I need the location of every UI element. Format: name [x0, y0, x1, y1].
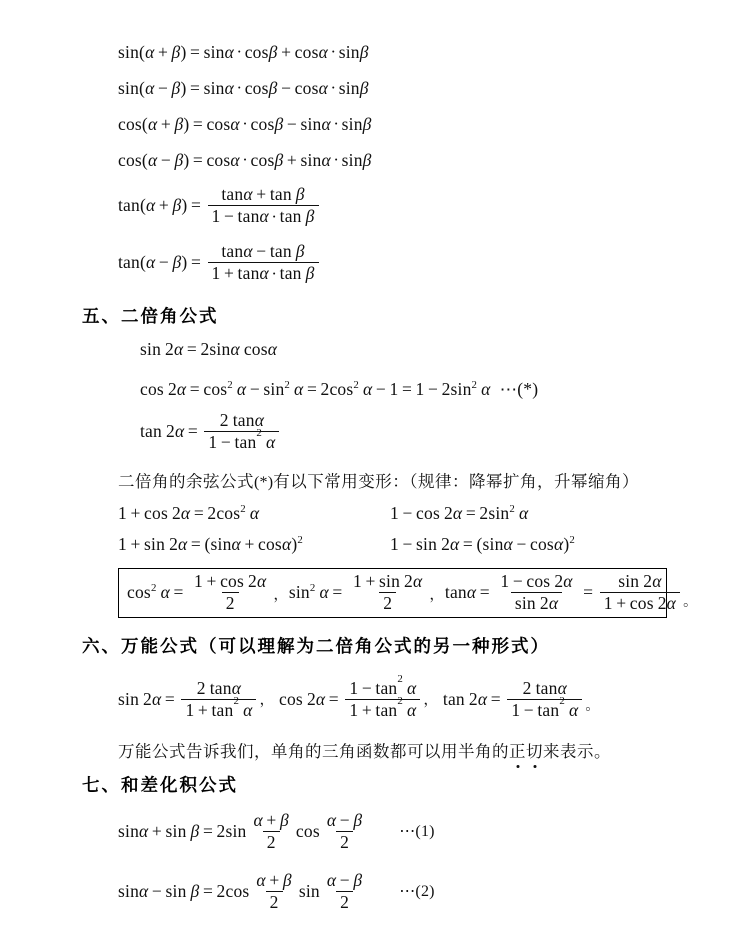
fraction-cos-squared: [190, 572, 270, 612]
fraction-denominator: $1 + \tan^2 \alpha$: [345, 699, 420, 719]
boxed-terminator: 。: [683, 595, 698, 610]
fraction-numerator: 2 tanα: [196, 678, 242, 699]
fraction-half-diff-2: [323, 871, 366, 911]
note-star: (*): [254, 474, 274, 491]
fraction-universal-sin: [181, 679, 256, 719]
fraction-numerator: 1 + cos 2α: [194, 571, 267, 592]
fraction-numerator: tanα + tan β: [221, 184, 305, 205]
fraction-denominator: 1 − tanα · tan β: [208, 205, 319, 225]
op-rhs: −: [286, 114, 297, 134]
fraction-numerator: sin 2α: [618, 571, 662, 592]
fraction-numerator: α + β: [253, 810, 289, 831]
section-six-paren: （可以理解为二倍角公式的另一种形式）: [199, 637, 550, 657]
fraction-denominator: 1 + cos 2α: [600, 592, 680, 612]
fraction-numerator: tanα − tan β: [221, 241, 305, 262]
variant-1-minus-sin: 1 − sin 2 α = (sin α − cos α ) 2: [390, 533, 575, 554]
double-angle-note: [118, 468, 639, 492]
boxed-separator-1: ，: [273, 586, 289, 603]
formula-tan-diff: tan( α − β ) = $\frac{\text{tanα − tan β}}{\text{1 + tanα · tan β}}$: [118, 243, 322, 283]
boxed-tan: tan α = $\frac{1 - \cos 2\alpha}{\sin 2\alpha}$ = $\frac{\sin 2\alpha}{1 + \cos 2\alpha}$: [445, 573, 683, 613]
boxed-sin-squared: sin 2 α = $\frac{1 + \sin 2\alpha}{2}$: [289, 573, 430, 613]
fraction-numerator: 2 tanα: [219, 410, 265, 431]
fraction-denominator: 2: [336, 831, 353, 851]
section-six-title: 万能公式: [121, 637, 199, 657]
fraction-tan-sum: [208, 185, 319, 225]
formula-tag-1: ⋯(1): [399, 823, 435, 841]
note-lead: 二倍角的余弦公式: [118, 472, 254, 491]
boxed-separator-2: ，: [429, 586, 445, 603]
fraction-numerator: α + β: [256, 870, 292, 891]
universal-separator-1: ，: [259, 691, 275, 708]
fraction-tan-2: [600, 572, 680, 612]
fraction-denominator: $1 + \tan^2 \alpha$: [181, 699, 256, 719]
fraction-denominator: 2: [379, 592, 396, 612]
formula-cos-double: cos 2 α = cos 2 α − sin 2 α = 2cos 2 α − 1 = 1 − 2sin 2 α ⋯(*): [140, 378, 539, 399]
fraction-sin-squared: [349, 572, 426, 612]
formula-tan-sum: tan( α + β ) = $\frac{\text{tanα + tan β}}{\text{1 − tanα · tan β}}$: [118, 186, 322, 226]
formula-sin-diff: sin( α − β ) = sin α · cos β − cos α · sin β: [118, 78, 369, 98]
variant-1-plus-sin: 1 + sin 2 α = (sin α + cos α ) 2: [118, 533, 303, 554]
op-plus: +: [158, 195, 169, 216]
fraction-tan-double: [204, 411, 279, 451]
variant-1-minus-cos: 1 − cos 2 α = 2sin 2 α: [390, 502, 529, 523]
emphasis-char-2: 切: [526, 742, 543, 761]
formula-sum-to-product-1: sin α + sin β = 2sin $\frac{\alpha + \beta}{2}$ cos $\frac{\alpha - \beta}{2}$ ⋯(1): [118, 810, 435, 852]
fraction-numerator: α − β: [326, 810, 363, 831]
fraction-denominator: 2: [266, 891, 283, 911]
formula-universal-cos: cos 2 α = $\frac{1 - \tan^2 \alpha}{1 + \tan^2 \alpha}$: [279, 680, 423, 720]
fraction-denominator: 1 + tanα · tan β: [208, 262, 319, 282]
fraction-denominator: $1 - \tan^2 \alpha$: [204, 431, 279, 451]
cos-double-marker: ⋯(*): [499, 379, 539, 399]
fraction-numerator: $1 - \tan^2 \alpha$: [349, 673, 417, 699]
formula-sin-double: sin 2 α = 2sin α cos α: [140, 339, 278, 359]
fraction-denominator: 2: [263, 831, 280, 851]
fraction-universal-tan: [507, 679, 582, 719]
op-rhs: +: [286, 150, 297, 170]
op-minus: −: [158, 252, 169, 273]
formula-universal-tan: tan 2 α = $\frac{2 \tan\alpha}{1 - \tan^2 \alpha}$: [443, 680, 585, 720]
op-plus: +: [160, 114, 171, 134]
fraction-denominator: sin 2α: [511, 592, 562, 612]
op-minus: −: [160, 150, 171, 170]
formula-sin-sum: sin( α + β ) = sin α · cos β + cos α · sin β: [118, 42, 369, 62]
emphasis-char-1: 正: [509, 742, 526, 761]
formula-cos-sum: cos( α + β ) = cos α · cos β − sin α · sin β: [118, 114, 372, 134]
note-emphasis: [509, 742, 543, 761]
formula-tag-2: ⋯(2): [399, 883, 435, 901]
fraction-numerator: α − β: [326, 870, 363, 891]
fraction-tan-diff: [208, 242, 319, 282]
section-seven-heading: 七、和差化积公式: [82, 776, 238, 796]
variant-1-plus-cos: 1 + cos 2 α = 2cos 2 α: [118, 502, 260, 523]
universal-separator-2: ，: [423, 691, 439, 708]
section-five-heading: 五、二倍角公式: [82, 307, 219, 327]
section-six-number: 六、: [82, 637, 121, 657]
boxed-cos-squared: cos 2 α = $\frac{1 + \cos 2\alpha}{2}$: [127, 573, 273, 613]
universal-terminator: 。: [585, 699, 600, 715]
fraction-numerator: 1 + sin 2α: [352, 571, 423, 592]
fraction-half-sum-1: [250, 811, 293, 851]
formula-sum-to-product-2: sin α − sin β = 2cos $\frac{\alpha + \beta}{2}$ sin $\frac{\alpha - \beta}{2}$ ⋯(2): [118, 870, 435, 912]
op-plus: +: [157, 42, 169, 62]
section-six-heading: [82, 633, 550, 658]
op-minus: −: [157, 78, 169, 98]
universal-formulas-row: [118, 673, 600, 720]
fraction-tan-1: [496, 572, 576, 612]
fraction-half-sum-2: [252, 871, 295, 911]
op-rhs: +: [281, 42, 292, 62]
formula-cos-diff: cos( α − β ) = cos α · cos β + sin α · sin β: [118, 150, 372, 170]
fraction-numerator: 2 tanα: [522, 678, 567, 699]
formula-tan-double: tan 2 α = $\frac{2 \tan\alpha}{1 - \tan^2 \alpha}$: [140, 412, 282, 452]
formula-universal-sin: sin 2 α = $\frac{2 \tan\alpha}{1 + \tan^2 \alpha}$: [118, 680, 259, 720]
fraction-denominator: 2: [222, 592, 239, 612]
note-part1: 万能公式告诉我们，单角的三角函数都可以用半角的: [118, 742, 509, 761]
fraction-denominator: $1 - \tan^2 \alpha$: [507, 699, 582, 719]
fraction-half-diff-1: [323, 811, 366, 851]
note-part2: 来表示。: [543, 742, 611, 761]
universal-formula-note: [118, 738, 611, 762]
fraction-denominator: 2: [336, 891, 353, 911]
op-rhs: −: [281, 78, 292, 98]
boxed-half-angle-formulas: [118, 568, 698, 618]
note-mid: 有以下常用变形：（规律：降幂扩角，升幂缩角）: [273, 472, 640, 491]
fraction-numerator: 1 − cos 2α: [500, 571, 573, 592]
